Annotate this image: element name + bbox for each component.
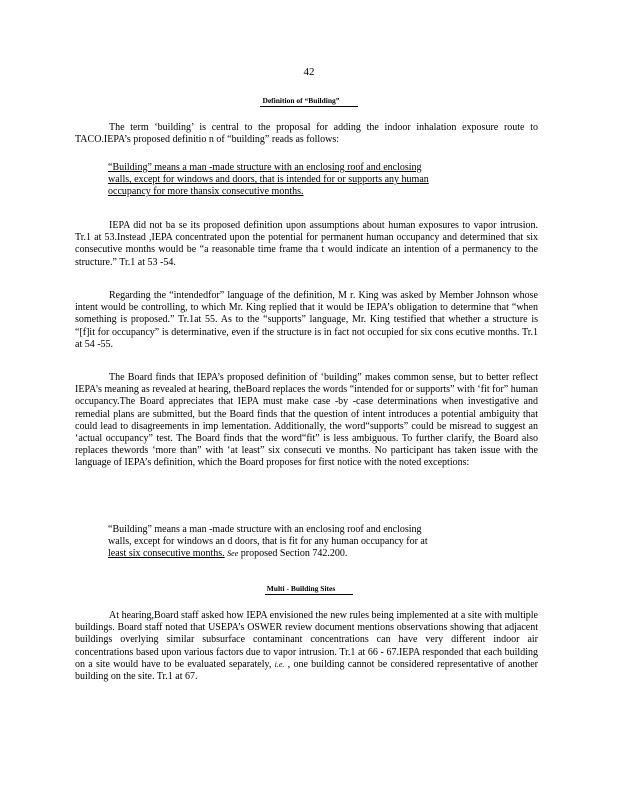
paragraph-iepa-basis: IEPA did not ba se its proposed definition upon assumptions about human exposures to vapor intrusion. Tr.1 at 53.Instead ,IEPA concentrated upon the potential for permanent human occupancy and determined that six consecutive months would be “a reasonable time frame tha t would indicate an intention of a permanency to the structure.” Tr.1 at 53 -54. bbox=[75, 220, 538, 268]
quote-line bbox=[108, 548, 506, 560]
quote-underlined-text: least six consecutive months. bbox=[108, 548, 225, 560]
quote-line: occupancy for more thansix consecutive months. bbox=[108, 186, 304, 198]
paragraph-board-finds: The Board finds that IEPA’s proposed definition of ‘building” makes common sense, but to better reflect IEPA’s meaning as revealed at hearing, theBoard replaces the words “intended for or supports” with ‘fit for” human occupancy.The Board appreciates that IEPA must make case -by -case determinations when investigative and remedial plans are submitted, but the Board finds that the question of intent introduces a potential ambiguity that could lead to disagreements in imp lementation. Additionally, the word“supports” could be misread to suggest an ‘actual occupancy” test. The Board finds that the word“fit” is less ambiguous. To further clarify, the Board also replaces thewords ‘more than” with ‘at least” six consecuti ve months. No participant has taken issue with the language of IEPA’s definition, which the Board proposes for first notice with the noted exceptions: bbox=[75, 372, 538, 469]
paragraph-intended-for: Regarding the “intendedfor” language of the definition, M r. King was asked by Member Johnson whose intent would be controlling, to which Mr. King replied that it would be IEPA’s obligation to determine that “when something is proposed.” Tr.1at 55. As to the “supports” language, Mr. King testified that whether a structure is “[f]it for occupancy” is determinative, even if the structure is in fact not occupied for six cons ecutive months. Tr.1 at 54 -55. bbox=[75, 290, 538, 350]
quote-italic-see: See bbox=[227, 549, 239, 559]
section-heading-text: Definition of “Building” bbox=[260, 96, 357, 107]
quote-section-ref: proposed Section 742.200. bbox=[238, 548, 348, 560]
page-number: 42 bbox=[303, 66, 315, 78]
section-heading-text: Multi - Building Sites bbox=[265, 584, 354, 595]
quote-line: walls, except for windows an d doors, that is fit for any human occupancy for at bbox=[108, 536, 428, 548]
paragraph-text: At hearing,Board staff asked how IEPA envisioned the new rules being implemented at a site with multiple buildings. Board staff noted that USEPA’s OSWER review document mentions observations showing that adjacent buildings overlying similar subsurface contaminant concentrations can have very different indoor air concentrations based upon various factors due to vapor intrusion. Tr.1 at 66 - 67.IEPA responded that each building on a site would have to be evaluated separately, bbox=[75, 610, 538, 670]
paragraph-term-building: The term ‘building’ is central to the proposal for adding the indoor inhalation exposure route to TACO.IEPA’s proposed definitio n of “building” reads as follows: bbox=[75, 122, 538, 146]
paragraph-italic-ie: i.e. bbox=[274, 659, 285, 669]
paragraph-multi-building-sites bbox=[75, 610, 538, 683]
quote-line: “Building” means a man -made structure with an enclosing roof and enclosing bbox=[108, 162, 422, 173]
section-heading-definition bbox=[0, 96, 618, 105]
section-heading-multi-building bbox=[0, 584, 618, 593]
quote-line: walls, except for windows and doors, that is intended for or supports any human bbox=[108, 174, 429, 186]
quote-line: “Building” means a man -made structure with an enclosing roof and enclosing bbox=[108, 524, 422, 535]
paragraph-text: , one building cannot be considered representative of another building on the site. Tr.1 at 67. bbox=[75, 658, 538, 683]
quoted-definition-revised bbox=[108, 524, 506, 561]
quoted-definition-proposed bbox=[108, 162, 506, 199]
